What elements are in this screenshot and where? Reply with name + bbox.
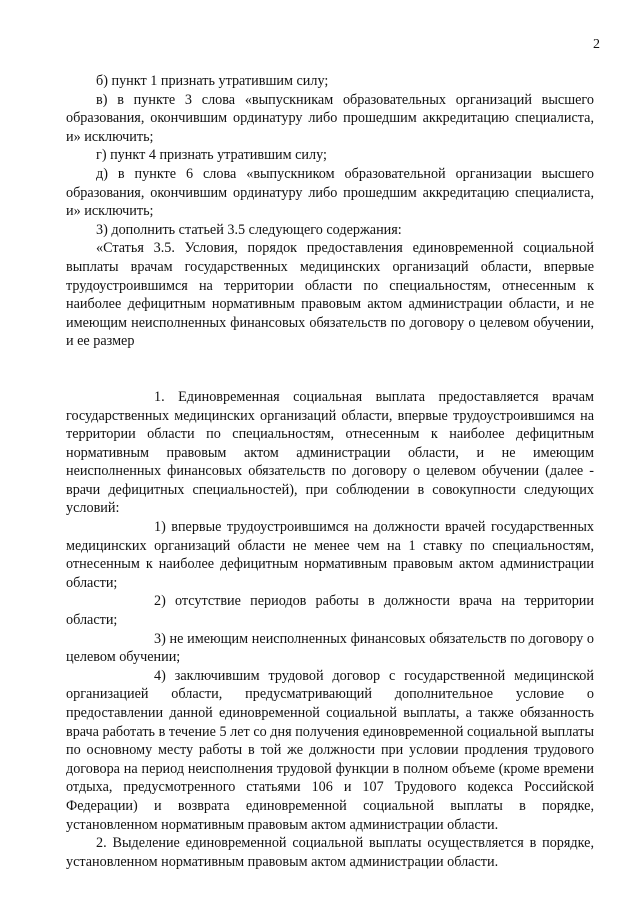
condition-4-text: заключившим трудовой договор с государственной медицинской организацией области, предусматривающий дополнительное условие о предоставлении данной единовременной социальной выплаты, а также обязанность врача работать в течение 5 лет со дня получения единовременной социальной выплаты по основному месту работы в той же должности при условии продления трудового договора на период неисполнения трудовой функции в полном объеме (кроме времени отдыха, предусмотренного статьями 106 и 107 Трудового кодекса Российской Федерации) и возврата единовременной социальной выплаты в порядке, установленном нормативным правовым актом администрации области. bbox=[66, 667, 594, 833]
document-body bbox=[66, 72, 594, 871]
article-heading: «Статья 3.5. Условия, порядок предоставления единовременной социальной выплаты врачам государственных медицинских организаций области, впервые трудоустроившимся на территории области по специальностям, отнесенным к наиболее дефицитным нормативным правовым актом администрации области, и не имеющим неисполненных финансовых обязательств по договору о целевом обучении, и ее размер bbox=[66, 240, 594, 350]
condition-3-number: 3) bbox=[154, 630, 166, 647]
condition-2 bbox=[66, 592, 594, 629]
page-number: 2 bbox=[593, 37, 600, 52]
condition-1 bbox=[66, 518, 594, 592]
clause-2 bbox=[66, 834, 594, 871]
clause-2-text: Выделение единовременной социальной выплаты осуществляется в порядке, установленном нормативным правовым актом администрации области. bbox=[66, 835, 595, 870]
condition-1-number: 1) bbox=[154, 519, 166, 536]
condition-4 bbox=[66, 667, 594, 834]
paragraph-b: б) пункт 1 признать утратившим силу; bbox=[96, 73, 329, 89]
condition-2-number: 2) bbox=[154, 593, 166, 610]
condition-4-number: 4) bbox=[154, 667, 166, 684]
paragraph-v: в) в пункте 3 слова «выпускникам образовательных организаций высшего образования, окончившим ординатуру либо прошедшим аккредитацию специалиста, и» исключить; bbox=[66, 91, 594, 145]
condition-3 bbox=[66, 630, 594, 667]
clause-1 bbox=[66, 388, 594, 518]
condition-1-text: впервые трудоустроившимся на должности врачей государственных медицинских организаций области не менее чем на 1 ставку по специальностям, отнесенным к наиболее дефицитным нормативным правовым актом администрации области; bbox=[66, 519, 594, 591]
paragraph-d: д) в пункте 6 слова «выпускником образовательной организации высшего образования, окончившим ординатуру либо прошедшим аккредитацию специалиста, и» исключить; bbox=[66, 165, 594, 220]
condition-3-text: не имеющим неисполненных финансовых обязательств по договору о целевом обучении; bbox=[66, 630, 594, 666]
clause-1-text: Единовременная социальная выплата предоставляется врачам государственных медицинских организаций области, впервые трудоустроившимся на территории области по специальностям, отнесенным к наиболее дефицитным нормативным правовым актом администрации области, и не имеющим неисполненных финансовых обязательств по договору о целевом обучении (далее - врачи дефицитных специальностей), при соблюдении в совокупности следующих условий: bbox=[66, 388, 594, 517]
clause-2-number: 2. bbox=[96, 835, 107, 852]
paragraph-3: 3) дополнить статьей 3.5 следующего содержания: bbox=[96, 221, 402, 238]
condition-2-text: отсутствие периодов работы в должности врача на территории области; bbox=[66, 593, 594, 629]
paragraph-g: г) пункт 4 признать утратившим силу; bbox=[96, 147, 327, 164]
clause-1-number: 1. bbox=[154, 388, 165, 405]
